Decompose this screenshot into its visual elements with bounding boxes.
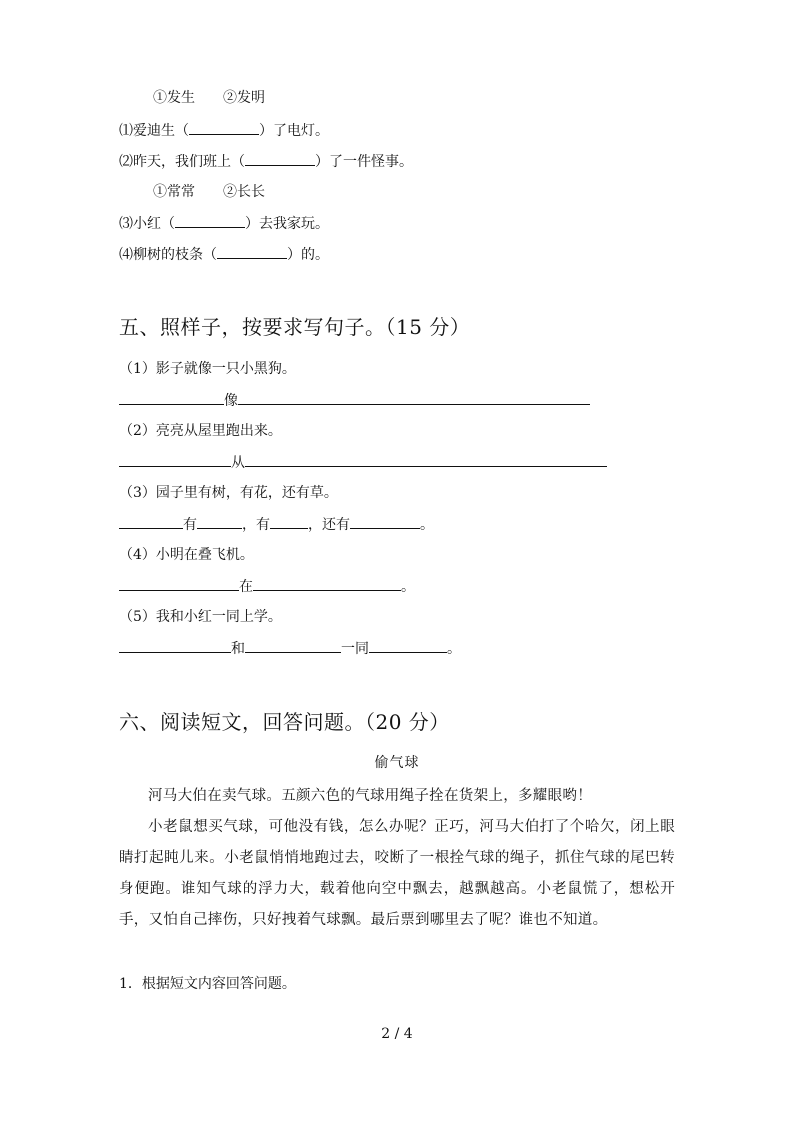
keyword: ，还有 [308,517,350,533]
blank-line[interactable] [217,244,287,259]
answer-line-4 [119,576,415,597]
blank-line[interactable] [119,390,224,405]
page-number: 2 / 4 [381,1026,413,1042]
fill-item-4 [119,244,329,265]
keyword: ，有 [242,517,270,533]
keyword: 。 [420,517,434,533]
story-paragraph: 小老鼠想买气球，可他没有钱，怎么办呢？正巧，河马大伯打了个哈欠，闭上眼睛打起盹儿来。小老鼠悄悄地跑过去，咬断了一根拴气球的绳子，抓住气球的尾巴转身便跑。谁知气球的浮力大，载着他向空中飘去，越飘越高。小老鼠慌了，想松开手，又怕自己摔伤，只好拽着气球飘。最后票到哪里去了呢？谁也不知道。 [119,819,675,928]
fill-item-2 [119,151,413,172]
answer-line-3 [119,514,434,535]
example-sentence-2: （2）亮亮从屋里跑出来。 [119,423,282,439]
example-sentence-1: （1）影子就像一只小黑狗。 [119,361,296,377]
blank-line[interactable] [245,151,315,166]
item-text: ⑵昨天，我们班上（ [119,154,245,170]
blank-line[interactable] [189,120,259,135]
keyword: 从 [231,455,245,471]
item-text: ⑴爱迪生（ [119,123,189,139]
section-6-title: 六、阅读短文，回答问题。（20 分） [119,710,450,734]
options-line-2: ①常常 ②长长 [153,184,265,200]
keyword: 一同 [341,641,369,657]
item-text: ）去我家玩。 [245,216,329,232]
example-sentence-4: （4）小明在叠飞机。 [119,547,254,563]
keyword: 在 [239,579,253,595]
blank-line[interactable] [369,638,447,653]
keyword: 和 [231,641,245,657]
blank-line[interactable] [245,452,607,467]
blank-line[interactable] [238,390,590,405]
example-sentence-5: （5）我和小红一同上学。 [119,609,282,625]
item-text: ）了一件怪事。 [315,154,413,170]
item-text: ）的。 [287,247,329,263]
blank-line[interactable] [119,576,239,591]
blank-line[interactable] [245,638,341,653]
blank-line[interactable] [119,638,231,653]
options-line-1: ①发生 ②发明 [153,90,265,106]
blank-line[interactable] [119,452,231,467]
keyword: 。 [447,641,461,657]
blank-line[interactable] [197,514,242,529]
keyword: 像 [224,393,238,409]
blank-line[interactable] [119,514,183,529]
fill-item-3 [119,213,329,234]
story-title: 偷气球 [374,755,420,771]
blank-line[interactable] [253,576,401,591]
section-5-title: 五、照样子，按要求写句子。（15 分） [119,315,471,339]
answer-line-1 [119,390,590,411]
item-text: ⑷柳树的枝条（ [119,247,217,263]
blank-line[interactable] [270,514,308,529]
blank-line[interactable] [175,213,245,228]
blank-line[interactable] [350,514,420,529]
story-body [119,781,675,936]
question-1: 1．根据短文内容回答问题。 [119,976,296,992]
keyword: 。 [401,579,415,595]
answer-line-2 [119,452,607,473]
item-text: ）了电灯。 [259,123,329,139]
example-sentence-3: （3）园子里有树，有花，还有草。 [119,485,338,501]
keyword: 有 [183,517,197,533]
story-paragraph: 河马大伯在卖气球。五颜六色的气球用绳子拴在货架上，多耀眼哟！ [148,788,592,804]
fill-item-1 [119,120,329,141]
item-text: ⑶小红（ [119,216,175,232]
answer-line-5 [119,638,461,659]
